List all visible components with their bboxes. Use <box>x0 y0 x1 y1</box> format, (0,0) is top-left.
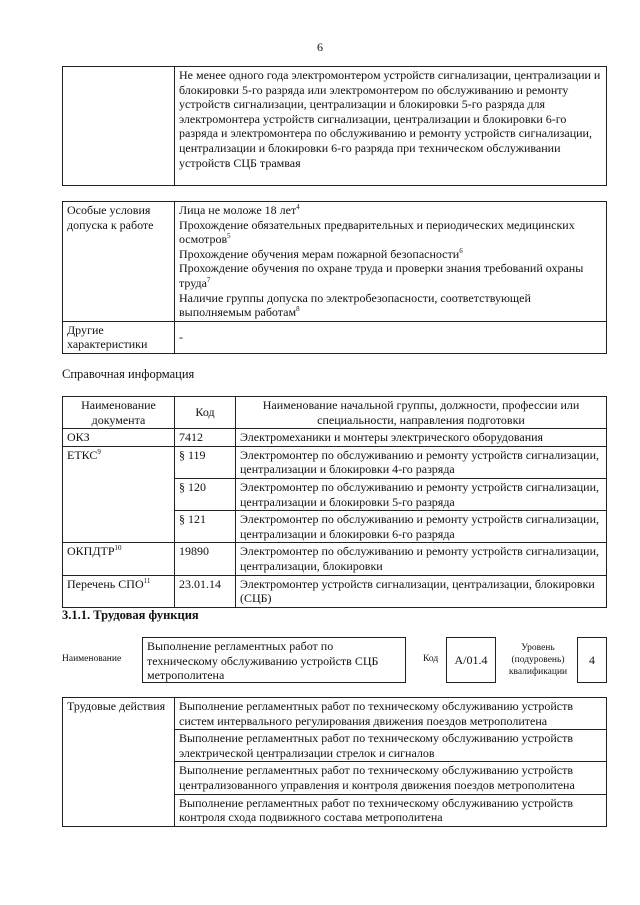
condition-item: Прохождение обязательных предварительных и периодических медицинских осмотров$^5$ <box>179 217 575 247</box>
row-code: § 120 <box>175 478 236 510</box>
function-code-value: A/01.4 <box>446 637 496 683</box>
function-heading: 3.1.1. Трудовая функция <box>62 608 199 622</box>
function-name-value: Выполнение регламентных работ по техническому обслуживанию устройств СЦБ метрополитена <box>142 637 406 683</box>
action-item: Выполнение регламентных работ по техническому обслуживанию устройств систем интервального регулирования движения поездов метрополитена <box>175 698 607 730</box>
other-characteristics-value: - <box>175 321 607 353</box>
row-name: Электромонтер по обслуживанию и ремонту устройств сигнализации, централизации и блокировки 6-го разряда <box>236 511 607 543</box>
experience-text: Не менее одного года электромонтером устройств сигнализации, централизации и блокировки 5-го разряда или электромонтером по обслуживанию и ремонту устройств сигнализации, централизации и блокировки 5-го разряда для электромонтера устройств сигнализации, централизации и блокировки 6-го разряда и электромонтера по обслуживанию и ремонту устройств сигнализации, централизации и блокировки 6-го разряда при техническом обслуживании устройств СЦБ трамвая <box>175 67 607 186</box>
action-item: Выполнение регламентных работ по техническому обслуживанию устройств электрической централизации стрелок и сигналов <box>175 730 607 762</box>
reference-table <box>62 396 607 608</box>
action-item: Выполнение регламентных работ по техническому обслуживанию устройств контроля схода подвижного состава метрополитена <box>175 794 607 826</box>
row-document: Перечень СПО$^{11}$ <box>63 575 175 607</box>
table-row <box>63 575 607 607</box>
row-code: 23.01.14 <box>175 575 236 607</box>
row-name: Электромонтер устройств сигнализации, централизации, блокировки (СЦБ) <box>236 575 607 607</box>
function-level-value: 4 <box>577 637 607 683</box>
row-name: Электромонтер по обслуживанию и ремонту устройств сигнализации, централизации и блокировки 4-го разряда <box>236 446 607 478</box>
function-code-label: Код <box>423 654 439 664</box>
row-document: ОКЗ <box>63 429 175 447</box>
table-row <box>63 543 607 575</box>
experience-label-cell <box>63 67 175 186</box>
row-document: ЕТКС$^9$ <box>63 446 175 543</box>
row-name: Электромонтер по обслуживанию и ремонту устройств сигнализации, централизации и блокировки 5-го разряда <box>236 478 607 510</box>
function-name-label: Наименование <box>62 654 122 664</box>
action-item: Выполнение регламентных работ по техническому обслуживанию устройств централизованного управления и контроля движения поездов метрополитена <box>175 762 607 794</box>
condition-item: Прохождение обучения по охране труда и проверки знания требований охраны труда$^7$ <box>179 261 584 290</box>
condition-item: Наличие группы допуска по электробезопасности, соответствующей выполняемым работам$^8$ <box>179 290 531 320</box>
row-name: Электромеханики и монтеры электрического оборудования <box>236 429 607 447</box>
actions-label: Трудовые действия <box>63 698 175 827</box>
table-row <box>63 429 607 447</box>
row-document: ОКПДТР$^{10}$ <box>63 543 175 575</box>
condition-item: Лица не моложе 18 лет$^4$ <box>179 203 300 217</box>
page-number: 6 <box>317 40 323 54</box>
function-level-label: Уровень (подуровень) квалификации <box>508 643 568 677</box>
row-code: 7412 <box>175 429 236 447</box>
col-header-name: Наименование начальной группы, должности, профессии или специальности, направления подготовки <box>236 397 607 429</box>
condition-item: Прохождение обучения мерам пожарной безопасности$^6$ <box>179 246 463 261</box>
row-code: 19890 <box>175 543 236 575</box>
reference-heading: Справочная информация <box>62 367 195 381</box>
table-row <box>63 446 607 478</box>
col-header-document: Наименование документа <box>63 397 175 429</box>
col-header-code: Код <box>175 397 236 429</box>
special-conditions-label: Особые условия допуска к работе <box>63 202 175 322</box>
row-code: § 121 <box>175 511 236 543</box>
experience-table <box>62 66 607 186</box>
conditions-table <box>62 201 607 354</box>
actions-table <box>62 697 607 827</box>
other-characteristics-label: Другие характеристики <box>63 321 175 353</box>
row-code: § 119 <box>175 446 236 478</box>
row-name: Электромонтер по обслуживанию и ремонту устройств сигнализации, централизации, блокировки <box>236 543 607 575</box>
special-conditions-list <box>175 202 607 322</box>
